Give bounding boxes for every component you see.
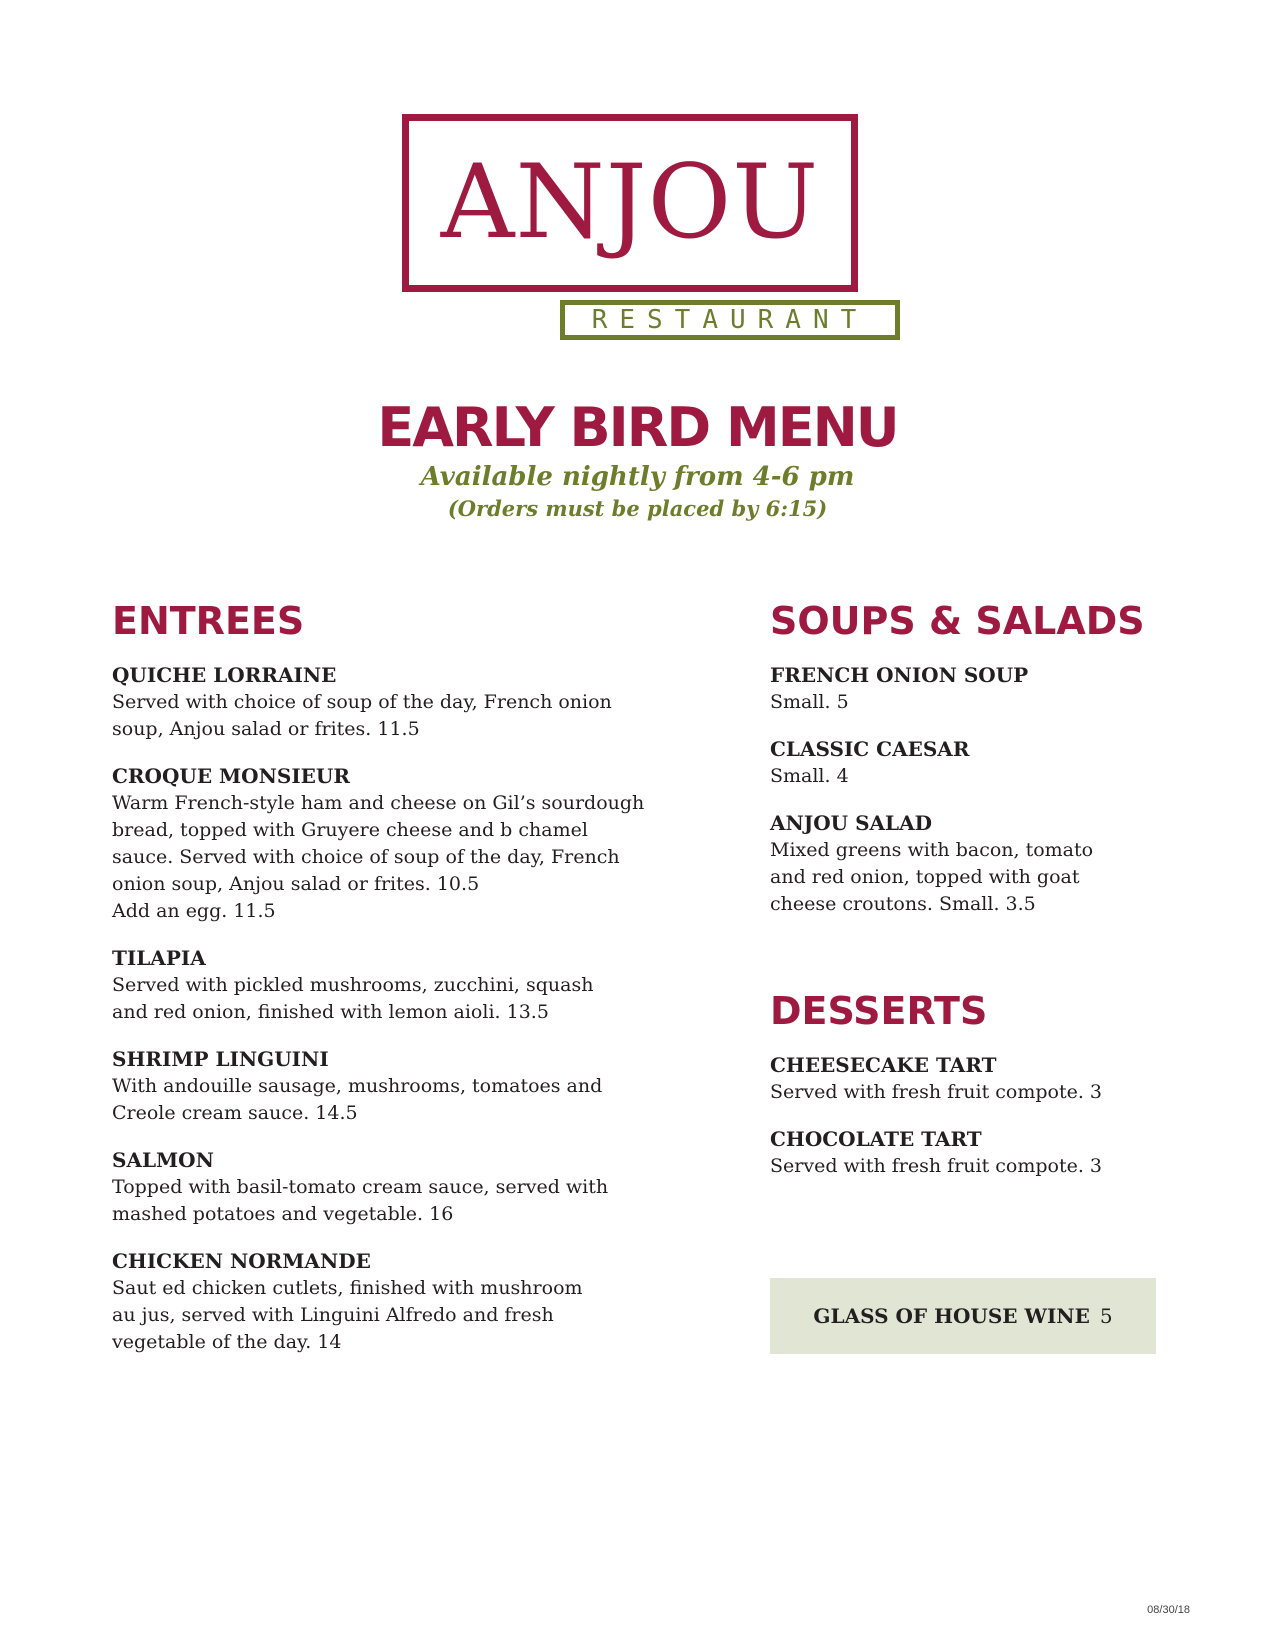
restaurant-logo bbox=[390, 110, 910, 350]
item-name: SALMON bbox=[112, 1148, 214, 1172]
item-name: CHOCOLATE TART bbox=[770, 1127, 982, 1151]
item-name: QUICHE LORRAINE bbox=[112, 663, 337, 687]
item-name: TILAPIA bbox=[112, 946, 206, 970]
menu-item bbox=[112, 763, 672, 925]
item-description: Saut ed chicken cutlets, finished with mushroom au jus, served with Linguini Alfredo and fresh vegetable of the day. 14 bbox=[112, 1277, 583, 1353]
item-description: Mixed greens with bacon, tomato and red onion, topped with goat cheese croutons. Small. 3.5 bbox=[770, 839, 1094, 915]
desserts-section bbox=[770, 988, 1170, 1180]
entrees-heading: ENTREES bbox=[112, 599, 305, 643]
item-name: ANJOU SALAD bbox=[770, 811, 932, 835]
menu-item bbox=[112, 945, 672, 1026]
menu-item bbox=[770, 736, 1170, 790]
right-column bbox=[770, 598, 1170, 1200]
menu-item bbox=[112, 1248, 672, 1356]
item-description: Small. 5 bbox=[770, 691, 849, 713]
item-description: Topped with basil-tomato cream sauce, served with mashed potatoes and vegetable. 16 bbox=[112, 1176, 609, 1225]
menu-item bbox=[112, 1147, 672, 1228]
item-name: CHEESECAKE TART bbox=[770, 1053, 997, 1077]
wine-price: 5 bbox=[1099, 1304, 1113, 1328]
menu-item bbox=[112, 1046, 672, 1127]
menu-date: 08/30/18 bbox=[1147, 1604, 1190, 1616]
availability-note: Available nightly from 4-6 pm bbox=[420, 462, 855, 492]
item-name: FRENCH ONION SOUP bbox=[770, 663, 1029, 687]
desserts-heading: DESSERTS bbox=[770, 989, 988, 1033]
menu-header bbox=[0, 398, 1275, 524]
soups-salads-section bbox=[770, 598, 1170, 918]
page-title: EARLY BIRD MENU bbox=[377, 396, 898, 459]
item-description: Served with fresh fruit compote. 3 bbox=[770, 1155, 1103, 1177]
item-name: CHICKEN NORMANDE bbox=[112, 1249, 371, 1273]
item-name: SHRIMP LINGUINI bbox=[112, 1047, 329, 1071]
wine-label: GLASS OF HOUSE WINE bbox=[813, 1304, 1090, 1328]
logo-name: ANJOU bbox=[440, 143, 820, 262]
soups-salads-heading: SOUPS & SALADS bbox=[770, 599, 1145, 643]
entrees-section bbox=[112, 598, 672, 1376]
menu-item bbox=[112, 662, 672, 743]
item-description: Warm French-style ham and cheese on Gil’s sourdough bread, topped with Gruyere cheese and b chamel sauce. Served with choice of soup of the day, French onion soup, Anjou salad or frites. 10.5 Add an egg. 11.5 bbox=[112, 792, 645, 922]
menu-item bbox=[770, 1052, 1170, 1106]
menu-item bbox=[770, 662, 1170, 716]
menu-item bbox=[770, 810, 1170, 918]
item-description: Served with pickled mushrooms, zucchini, squash and red onion, finished with lemon aioli. 13.5 bbox=[112, 974, 594, 1023]
item-description: Small. 4 bbox=[770, 765, 849, 787]
orders-note: (Orders must be placed by 6:15) bbox=[447, 496, 828, 521]
menu-item bbox=[770, 1126, 1170, 1180]
logo-subtitle: RESTAURANT bbox=[560, 300, 900, 340]
item-description: With andouille sausage, mushrooms, tomatoes and Creole cream sauce. 14.5 bbox=[112, 1075, 603, 1124]
item-description: Served with choice of soup of the day, French onion soup, Anjou salad or frites. 11.5 bbox=[112, 691, 612, 740]
item-description: Served with fresh fruit compote. 3 bbox=[770, 1081, 1103, 1103]
item-name: CROQUE MONSIEUR bbox=[112, 764, 350, 788]
item-name: CLASSIC CAESAR bbox=[770, 737, 970, 761]
house-wine-box bbox=[770, 1278, 1156, 1354]
